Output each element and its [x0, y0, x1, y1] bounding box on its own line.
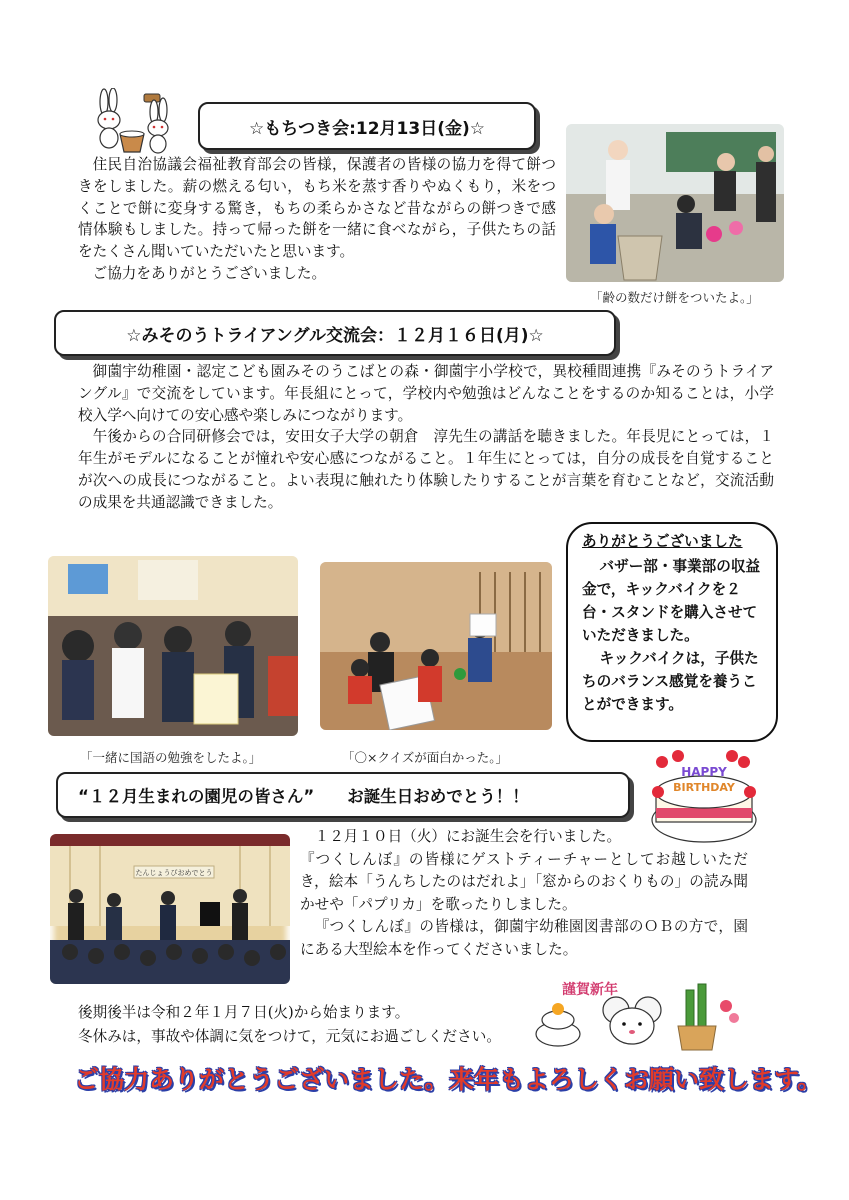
triangle-paragraph: 午後からの合同研修会では，安田女子大学の朝倉 淳先生の講話を聴きました。年長児にとっては，１年生がモデルになることが憧れや安心感につながること。１年生にとっては，自分の成長を自覚することが次への成長につながること。よい表現に触れたり体験したりすることが言葉を育むことなど，交流活動の成果を共通認識できました。 [78, 428, 774, 511]
classroom-photo-caption: 「一緒に国語の勉強をしたよ。」 [80, 750, 262, 765]
mochi-paragraph: ご協力をありがとうございました。 [92, 264, 327, 282]
thanks-note [566, 522, 778, 742]
birthday-party-photo [50, 834, 290, 984]
mochi-photo-caption: 「齢の数だけ餅をついたよ。」 [590, 290, 759, 305]
closing-message: ご協力ありがとうございました。来年もよろしくお願い致します。 [74, 1065, 823, 1094]
footer-line-1: 後期後半は令和２年１月７日(火)から始まります。 [78, 1004, 410, 1021]
birthday-body [300, 826, 748, 962]
thanks-note-body2: キックバイクは，子供たちのバランス感覚を養うことができます。 [582, 650, 759, 713]
triangle-body [78, 361, 774, 514]
mochi-heading [198, 102, 536, 150]
thanks-note-body: バザー部・事業部の収益金で，キックバイクを２台・スタンドを購入させていただきました。 [582, 558, 761, 644]
birthday-paragraph: 『つくしんぼ』の皆様にゲストティーチャーとしてお越しいただき，絵本「うんちしたのはだれよ」「窓からのおくりもの」の読み聞かせや「パプリカ」を歌ったりしました。 [300, 850, 748, 913]
birthday-paragraph: １２月１０日（火）にお誕生会を行いました。 [314, 828, 622, 845]
triangle-paragraph: 御薗宇幼稚園・認定こども園みそのうこばとの森・御薗宇小学校で，異校種間連携『みそのうトライアングル』で交流をしています。年長組にとって，学校内や勉強はどんなことをするのか知ることは，小学校入学へ向けての安心感や楽しみにつながります。 [78, 363, 774, 424]
triangle-heading [54, 310, 616, 356]
birthday-heading [56, 772, 630, 818]
gym-photo-caption: 「〇×クイズが面白かった。」 [342, 750, 508, 765]
mochi-heading-text: ☆もちつき会:12月13日(金)☆ [249, 118, 485, 139]
gym-quiz-photo [320, 562, 552, 730]
cake-text-birthday: BIRTHDAY [673, 781, 735, 794]
classroom-photo [48, 556, 298, 736]
rabbit-mochi-illustration [82, 88, 182, 154]
cake-text-happy: HAPPY [681, 765, 727, 779]
new-year-text: 謹賀新年 [562, 982, 618, 998]
mochi-body [78, 154, 556, 285]
triangle-heading-text: ☆みそのうトライアングル交流会：１２月１６日(月)☆ [126, 325, 544, 346]
thanks-note-title: ありがとうございました [582, 533, 743, 550]
birthday-paragraph: 『つくしんぼ』の皆様は，御薗宇幼稚園図書部のＯＢの方で，園にある大型絵本を作ってくださいました。 [300, 918, 748, 958]
footer-line-2: 冬休みは，事故や体調に気をつけて，元気にお過ごしください。 [78, 1028, 501, 1045]
mochi-paragraph: 住民自治協議会福祉教育部会の皆様，保護者の皆様の協力を得て餅つきをしました。薪の燃える匂い，もち米を蒸す香りやぬくもり，米をつくことで餅に変身する驚き，もちの柔らかさなど昔ながらの餅つきで感情体験もしました。持って帰った餅を一緒に食べながら，子供たちの話をたくさん聞いていただいたと思います。 [78, 156, 556, 261]
stage-banner-text: たんじょうびおめでとう [135, 869, 213, 877]
birthday-heading-text: “１２月生まれの園児の皆さん” お誕生日おめでとう！！ [78, 787, 529, 806]
mochi-photo [566, 124, 784, 282]
new-year-illustration [520, 976, 746, 1054]
